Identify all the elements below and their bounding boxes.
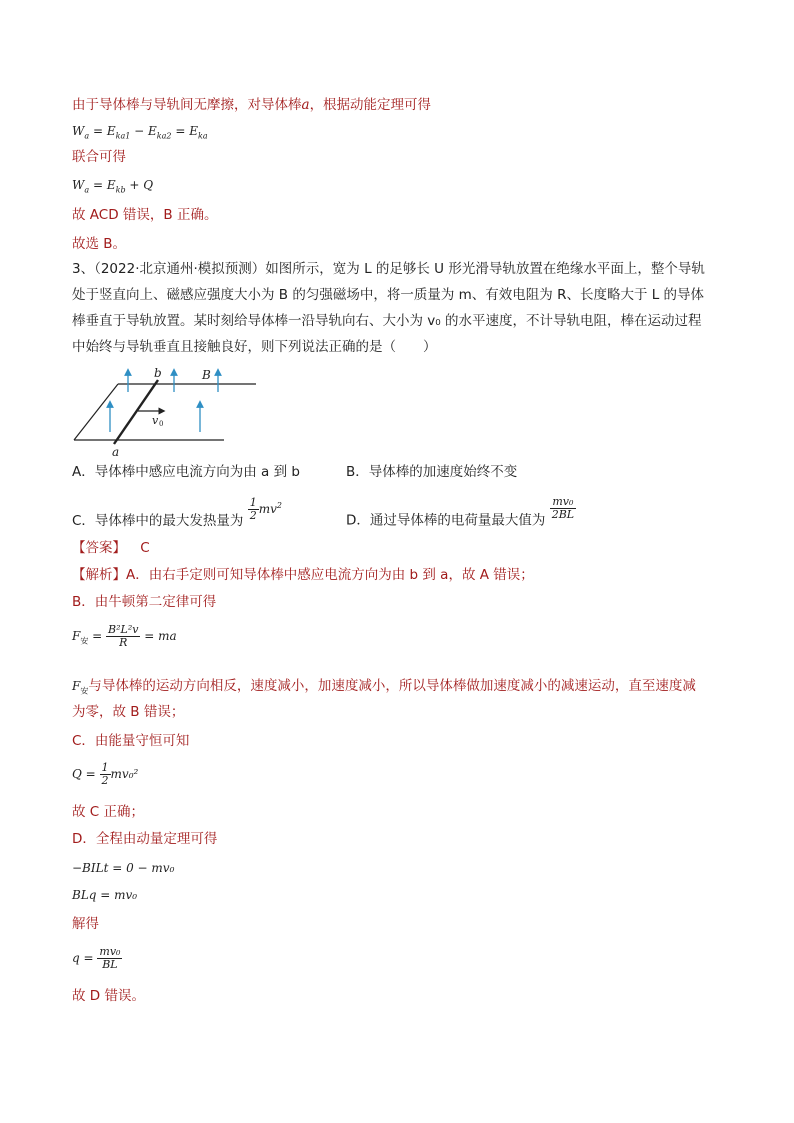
d-eq3-fraction [97,946,122,971]
option-b: B．导体棒的加速度始终不变 [346,464,518,480]
b-eq-fraction [106,624,140,649]
eq1-t3-sub: ka [197,131,208,141]
eq1-t2-sub: ka2 [156,131,172,141]
option-d-num: mv₀ [550,496,576,509]
b-text-1: 与导体棒的运动方向相反，速度减小，加速度减小，所以导体棒做加速度减小的减速运动，直至速度减 [88,678,696,694]
b-eq-num: B²L²v [108,623,139,636]
analysis-b-head: B．由牛顿第二定律可得 [72,594,217,610]
d-eq3-den: BL [102,958,118,971]
answer-label: 【答案】 [72,540,126,556]
analysis-d-solve: 解得 [72,916,99,932]
eq1-t1-sub: ka1 [115,131,131,141]
analysis-d-equation-3 [72,946,122,971]
label-v-sub: 0 [159,420,164,428]
c-eq-lhs: Q = [72,767,96,781]
c-eq-tail: mv₀² [110,767,139,781]
option-c [72,495,282,534]
analysis-c-head: C．由能量守恒可知 [72,733,190,749]
answer-line [72,538,150,558]
conductor-rod [114,380,158,444]
option-c-tail-text: mv [258,502,277,516]
option-d [346,495,576,533]
eq1-rhs: = E [92,124,116,138]
analysis-d-equation-2: BLq = mv₀ [72,888,138,902]
analysis-c-end: 故 C 正确； [72,804,145,820]
prev-line-1-var: a [301,97,310,113]
c-eq-fraction [100,762,111,787]
label-b: b [154,366,162,380]
eq2-end: + Q [129,178,154,192]
eq1-minus: − E [134,124,157,138]
eq2-lhs-sub: a [84,185,90,195]
question-line-4: 中始终与导轨垂直且接触良好，则下列说法正确的是（ ） [72,339,437,355]
analysis-c-equation [72,762,138,787]
question-line-2: 处于竖直向上、磁感应强度大小为 B 的匀强磁场中，将一质量为 m、有效电阻为 R、长度略大于 L 的导体 [72,287,705,303]
analysis-d-equation-1: −BILt = 0 − mv₀ [72,861,175,875]
analysis-a-text: A．由右手定则可知导体棒中感应电流方向为由 b 到 a，故 A 错误； [126,567,534,583]
d-eq3-lhs: q = [72,951,94,965]
eq1-eq: = E [175,124,198,138]
eq1-lhs-sub: a [84,131,90,141]
answer-value: C [140,540,150,556]
c-eq-den: 2 [101,774,109,787]
prev-equation-1 [72,121,208,146]
b-text-var [72,679,89,696]
analysis-a [72,565,534,585]
b-text-var-letter: F [72,679,81,693]
prev-line-4: 故选 B。 [72,236,127,252]
option-d-text: D．通过导体棒的电荷量最大值为 [346,512,546,529]
prev-line-1 [72,95,431,115]
b-eq-lhs-sub: 安 [80,636,89,646]
prev-line-1-end: ，根据动能定理可得 [309,97,432,113]
b-eq-lhs: F [72,629,81,643]
c-eq-num: 1 [101,761,109,774]
label-B: B [202,368,211,382]
label-v: v [152,414,159,427]
rail-diagram [70,362,270,458]
eq1-lhs: W [72,124,85,138]
b-eq-rhs: = ma [144,629,177,643]
option-d-den: 2BL [551,508,575,521]
eq2-rhs: = E [92,178,116,192]
b-eq-den: R [119,636,128,649]
label-a: a [112,445,120,458]
eq2-lhs: W [72,178,85,192]
question-line-1: 3、（2022·北京通州·模拟预测）如图所示，宽为 L 的足够长 U 形光滑导轨放置在绝缘水平面上，整个导轨 [72,261,705,277]
option-c-fraction [248,497,259,522]
question-line-3: 棒垂直于导轨放置。某时刻给导体棒一沿导轨向右、大小为 v₀ 的水平速度，不计导轨电阻，棒在运动过程 [72,313,702,329]
analysis-b-text-1 [72,676,696,701]
analysis-b-equation: $F_安$ = $\frac{\text{B²L²v}}{R}$ = ma [72,623,177,649]
analysis-label: 【解析】 [72,567,126,583]
left-rail-end [74,384,118,440]
prev-line-1-text: 由于导体棒与导轨间无摩擦，对导体棒 [72,97,302,113]
option-c-tail [259,502,282,516]
eq2-sub: kb [115,185,126,195]
option-d-fraction [550,496,576,521]
option-c-text: C．导体棒中的最大发热量为 [72,513,244,529]
prev-equation-2 [72,175,153,200]
d-eq3-num: mv₀ [99,945,121,958]
option-a: A．导体棒中感应电流方向为由 a 到 b [72,464,300,480]
b-text-var-sub: 安 [80,686,89,696]
analysis-b-text-2: 为零，故 B 错误； [72,704,185,720]
option-c-sup: 2 [276,501,282,510]
option-c-den: 2 [249,508,257,522]
analysis-d-end: 故 D 错误。 [72,988,145,1004]
analysis-d-head: D．全程由动量定理可得 [72,831,218,847]
prev-line-2: 联合可得 [72,149,126,165]
option-c-num: 1 [249,495,257,509]
prev-line-3: 故 ACD 错误，B 正确。 [72,207,218,223]
